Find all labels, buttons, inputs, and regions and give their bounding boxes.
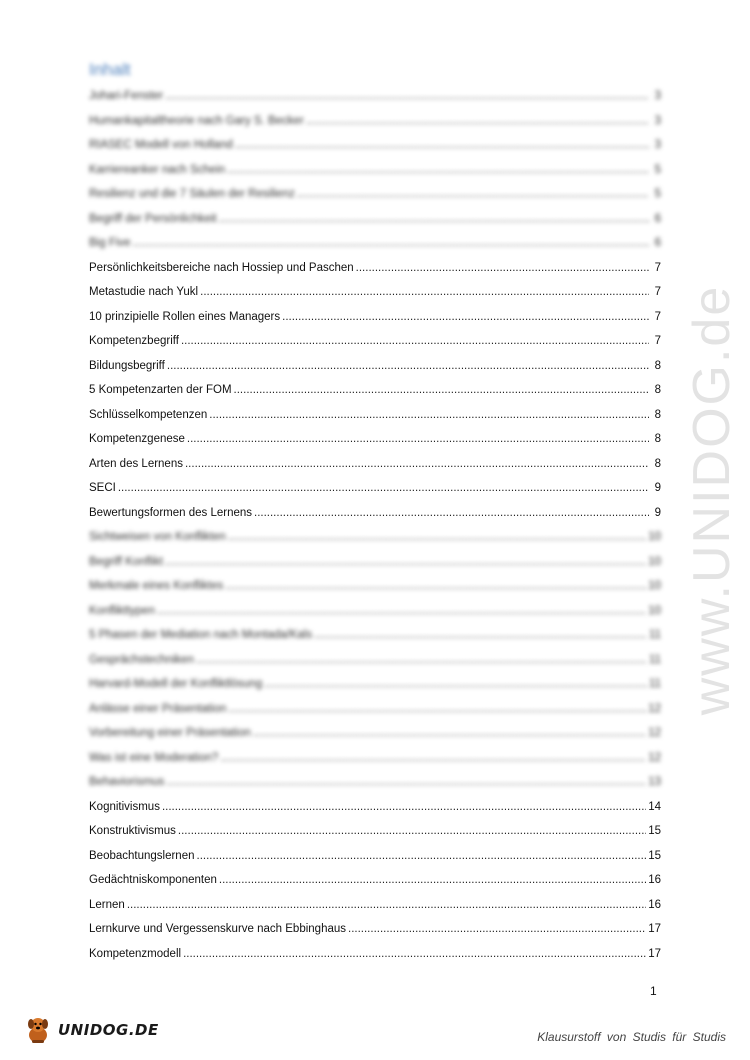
toc-entry-title: Konstruktivismus (89, 825, 176, 837)
toc-heading: Inhalt (89, 60, 131, 79)
toc-entry[interactable] (89, 868, 661, 893)
toc-dot-leader (118, 476, 649, 501)
toc-entry-page: 16 (648, 874, 661, 886)
toc-dot-leader (209, 403, 649, 428)
toc-entry-page: 12 (648, 727, 661, 739)
toc-entry-title: Bildungsbegriff (89, 359, 165, 372)
toc-dot-leader (297, 182, 649, 207)
toc-dot-leader (235, 133, 649, 158)
toc-entry-page: 3 (654, 90, 661, 102)
footer-tagline: Klausurstoff von Studis für Studis (537, 1030, 726, 1044)
toc-dot-leader (254, 501, 649, 526)
toc-dot-leader (197, 844, 647, 869)
toc-entry-page: 16 (648, 898, 661, 911)
toc-entry[interactable] (89, 574, 661, 599)
toc-entry[interactable] (89, 403, 661, 428)
watermark: www.UNIDOG.de (683, 284, 741, 716)
toc-dot-leader (227, 158, 649, 183)
toc-dot-leader (181, 329, 649, 354)
toc-entry-title: 5 Phasen der Mediation nach Montada/Kals (89, 629, 313, 641)
toc-entry[interactable] (89, 305, 661, 330)
toc-entry-page: 7 (654, 261, 661, 274)
toc-entry-title: Beobachtungslernen (89, 849, 195, 862)
toc-entry[interactable] (89, 476, 661, 501)
toc-dot-leader (157, 599, 646, 624)
toc-entry-page: 17 (648, 923, 661, 935)
toc-entry-page: 12 (648, 702, 661, 715)
toc-entry[interactable] (89, 770, 661, 795)
toc-entry-title: Vorbereitung einer Präsentation (89, 727, 251, 739)
toc-entry[interactable] (89, 84, 661, 109)
toc-dot-leader (219, 868, 646, 893)
toc-entry-page: 11 (649, 678, 661, 690)
toc-dot-leader (264, 672, 647, 697)
toc-dot-leader (356, 256, 649, 281)
toc-dot-leader (253, 721, 646, 746)
toc-entry-title: Big Five (89, 237, 131, 249)
toc-dot-leader (187, 427, 649, 452)
toc-entry[interactable] (89, 231, 661, 256)
toc-entry[interactable] (89, 942, 661, 967)
toc-entry-title: Kompetenzgenese (89, 433, 185, 445)
toc-entry[interactable] (89, 207, 661, 232)
toc-entry-page: 14 (648, 800, 661, 813)
toc-entry-title: 10 prinzipielle Rollen eines Managers (89, 310, 281, 323)
toc-entry-page: 7 (654, 310, 661, 323)
toc-entry-title: Metastudie nach Yukl (89, 286, 199, 298)
toc-dot-leader (127, 893, 646, 918)
toc-entry[interactable] (89, 599, 661, 624)
toc-dot-leader (133, 231, 649, 256)
toc-entry[interactable] (89, 182, 661, 207)
toc-entry-page: 7 (654, 335, 661, 347)
table-of-contents (89, 84, 661, 966)
toc-entry[interactable] (89, 158, 661, 183)
toc-entry[interactable] (89, 525, 661, 550)
toc-entry-title: Kompetenzmodell (89, 947, 182, 960)
toc-entry-title: Harvard-Modell der Konfliktlösung (89, 678, 263, 690)
toc-entry-title: Kognitivismus (89, 800, 160, 813)
toc-entry[interactable] (89, 795, 661, 820)
toc-entry-title: Lernkurve und Vergessenskurve nach Ebbinghaus (89, 923, 347, 935)
toc-entry-page: 7 (654, 286, 661, 298)
toc-entry[interactable] (89, 256, 661, 281)
toc-entry-page: 10 (648, 604, 661, 617)
toc-entry-title: Anlässe einer Präsentation (89, 702, 227, 715)
toc-entry-page: 11 (649, 629, 661, 641)
toc-entry[interactable] (89, 746, 661, 771)
toc-entry[interactable] (89, 917, 661, 942)
toc-entry-title: Gedächtniskomponenten (89, 874, 217, 886)
toc-entry-title: RIASEC Modell von Holland (89, 139, 233, 151)
toc-entry[interactable] (89, 109, 661, 134)
toc-dot-leader (348, 917, 646, 942)
toc-dot-leader (162, 795, 646, 820)
toc-entry-title: Karriereanker nach Schein (89, 163, 226, 176)
toc-entry-page: 8 (654, 408, 661, 421)
toc-entry[interactable] (89, 672, 661, 697)
toc-entry-title: Humankapitaltheorie nach Gary S. Becker (89, 114, 304, 127)
toc-entry-title: Begriff Konflikt (89, 555, 163, 568)
toc-entry[interactable] (89, 623, 661, 648)
toc-entry-page: 8 (654, 433, 661, 445)
toc-entry[interactable] (89, 329, 661, 354)
toc-entry-title: Kompetenzbegriff (89, 335, 179, 347)
toc-dot-leader (282, 305, 649, 330)
toc-entry[interactable] (89, 893, 661, 918)
toc-entry[interactable] (89, 427, 661, 452)
dog-mascot-icon (22, 1014, 54, 1046)
toc-dot-leader (196, 648, 647, 673)
toc-entry-page: 11 (649, 653, 661, 666)
toc-entry-title: Lernen (89, 898, 125, 911)
toc-entry-page: 10 (648, 555, 661, 568)
toc-entry-title: Merkmale eines Konfliktes (89, 580, 224, 592)
toc-entry[interactable] (89, 819, 661, 844)
toc-entry-page: 10 (648, 531, 661, 543)
toc-entry-title: Resilienz und die 7 Säulen der Resilienz (89, 188, 295, 200)
toc-dot-leader (165, 550, 646, 575)
toc-entry-page: 12 (648, 751, 661, 764)
toc-entry-page: 5 (654, 163, 661, 176)
toc-entry-page: 9 (654, 482, 661, 494)
toc-entry[interactable] (89, 648, 661, 673)
toc-entry-title: Sichtweisen von Konflikten (89, 531, 226, 543)
toc-entry-title: Begriff der Persönlichkeit (89, 212, 217, 225)
toc-entry-page: 3 (654, 114, 661, 127)
toc-dot-leader (183, 942, 646, 967)
toc-entry-title: Was ist eine Moderation? (89, 751, 219, 764)
toc-entry-page: 8 (654, 384, 661, 396)
toc-entry-page: 15 (648, 825, 661, 837)
toc-entry[interactable] (89, 133, 661, 158)
toc-dot-leader (228, 525, 646, 550)
toc-entry-title: Behaviorismus (89, 776, 165, 788)
toc-dot-leader (228, 697, 646, 722)
toc-dot-leader (200, 280, 649, 305)
toc-entry-page: 6 (654, 237, 661, 249)
toc-entry-title: Konflikttypen (89, 604, 155, 617)
toc-entry-title: Arten des Lernens (89, 457, 183, 470)
toc-entry-page: 3 (654, 139, 661, 151)
toc-dot-leader (165, 84, 649, 109)
toc-entry[interactable] (89, 452, 661, 477)
toc-entry-title: Persönlichkeitsbereiche nach Hossiep und Paschen (89, 261, 354, 274)
toc-entry[interactable] (89, 697, 661, 722)
toc-entry-page: 13 (648, 776, 661, 788)
toc-dot-leader (306, 109, 649, 134)
toc-entry-page: 8 (654, 359, 661, 372)
toc-dot-leader (234, 378, 649, 403)
toc-entry[interactable] (89, 354, 661, 379)
toc-entry-page: 10 (648, 580, 661, 592)
toc-entry-page: 17 (648, 947, 661, 960)
toc-dot-leader (167, 354, 649, 379)
toc-entry-page: 8 (654, 457, 661, 470)
toc-dot-leader (225, 574, 646, 599)
toc-entry-title: Johari-Fenster (89, 90, 164, 102)
toc-entry[interactable] (89, 378, 661, 403)
toc-entry-page: 6 (654, 212, 661, 225)
toc-entry[interactable] (89, 721, 661, 746)
toc-dot-leader (178, 819, 646, 844)
toc-entry[interactable] (89, 501, 661, 526)
toc-entry[interactable] (89, 280, 661, 305)
toc-entry-title: SECI (89, 482, 116, 494)
toc-entry-title: Gesprächstechniken (89, 653, 194, 666)
toc-dot-leader (219, 207, 649, 232)
toc-entry-page: 15 (648, 849, 661, 862)
toc-dot-leader (314, 623, 647, 648)
toc-entry-title: 5 Kompetenzarten der FOM (89, 384, 232, 396)
toc-entry[interactable] (89, 844, 661, 869)
toc-entry-title: Bewertungsformen des Lernens (89, 506, 253, 519)
logo-text: UNIDOG.DE (58, 1021, 159, 1039)
page-number: 1 (650, 984, 657, 998)
toc-entry[interactable] (89, 550, 661, 575)
toc-entry-page: 5 (654, 188, 661, 200)
toc-dot-leader (185, 452, 649, 477)
toc-entry-title: Schlüsselkompetenzen (89, 408, 208, 421)
toc-dot-leader (220, 746, 646, 771)
footer-logo (22, 1014, 159, 1046)
toc-entry-page: 9 (654, 506, 661, 519)
toc-dot-leader (166, 770, 646, 795)
